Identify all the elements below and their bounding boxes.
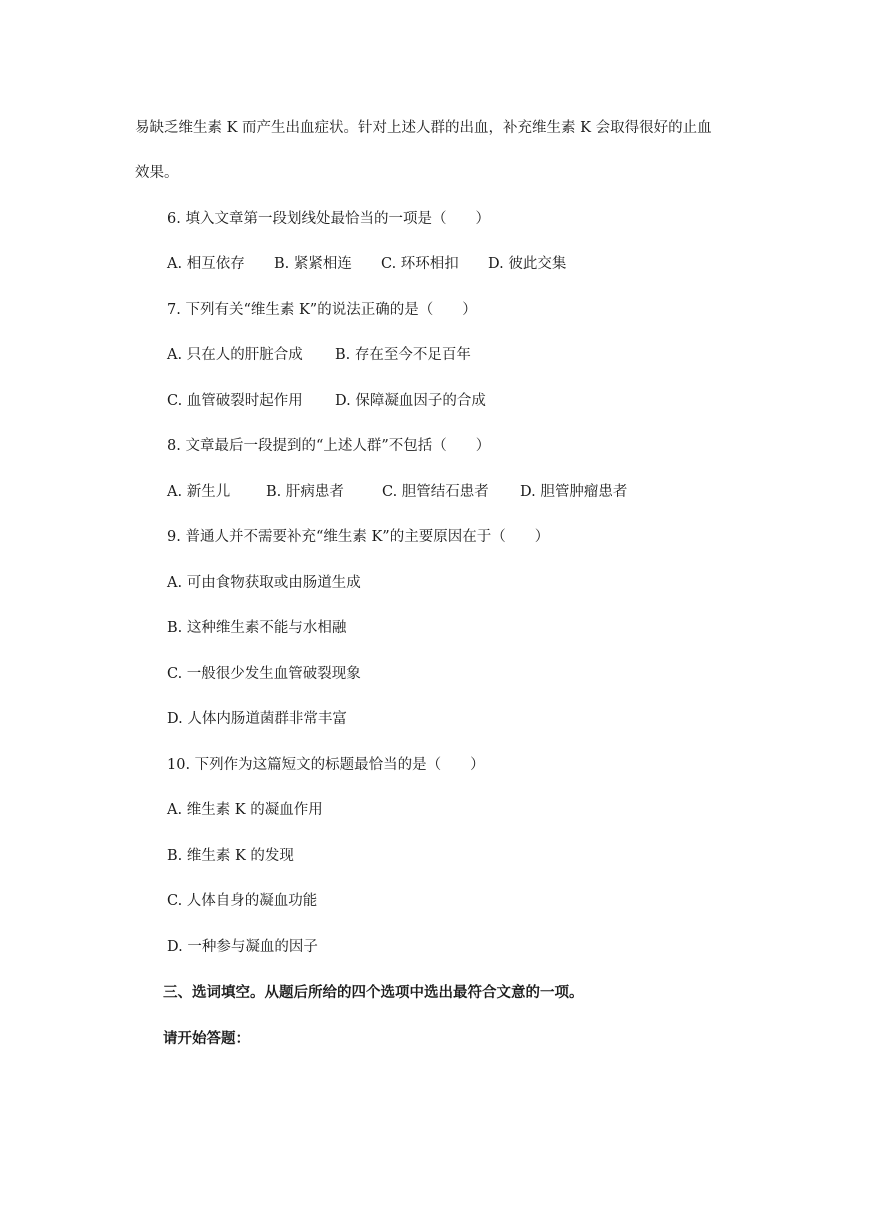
question-10-option-b: B. 维生素 K 的发现 bbox=[167, 848, 294, 864]
question-10-stem: 10. 下列作为这篇短文的标题最恰当的是（ ） bbox=[167, 757, 485, 773]
question-8-stem: 8. 文章最后一段提到的“上述人群”不包括（ ） bbox=[167, 438, 491, 454]
question-7-stem: 7. 下列有关“维生素 K”的说法正确的是（ ） bbox=[167, 302, 477, 318]
question-9-option-c: C. 一般很少发生血管破裂现象 bbox=[167, 666, 361, 682]
question-6-option-d: D. 彼此交集 bbox=[488, 256, 567, 272]
question-10-option-c: C. 人体自身的凝血功能 bbox=[167, 893, 318, 909]
question-7-option-c: C. 血管破裂时起作用 bbox=[167, 393, 303, 409]
question-6-option-a: A. 相互依存 bbox=[167, 256, 245, 272]
question-10-option-d: D. 一种参与凝血的因子 bbox=[167, 939, 318, 955]
question-8-option-a: A. 新生儿 bbox=[167, 484, 231, 500]
section-heading: 三、选词填空。从题后所给的四个选项中选出最符合文意的一项。 bbox=[163, 985, 584, 1001]
question-9-option-d: D. 人体内肠道菌群非常丰富 bbox=[167, 711, 347, 727]
question-7-option-d: D. 保障凝血因子的合成 bbox=[335, 393, 486, 409]
passage-line-2: 效果。 bbox=[135, 165, 179, 181]
question-6-option-b: B. 紧紧相连 bbox=[274, 256, 352, 272]
question-9-option-b: B. 这种维生素不能与水相融 bbox=[167, 620, 347, 636]
question-6-stem: 6. 填入文章第一段划线处最恰当的一项是（ ） bbox=[167, 211, 490, 227]
question-7-option-b: B. 存在至今不足百年 bbox=[335, 347, 471, 363]
passage-line-1: 易缺乏维生素 K 而产生出血症状。针对上述人群的出血，补充维生素 K 会取得很好的止血 bbox=[135, 120, 712, 136]
question-8-option-d: D. 胆管肿瘤患者 bbox=[520, 484, 628, 500]
question-10-option-a: A. 维生素 K 的凝血作用 bbox=[167, 802, 323, 818]
section-prompt: 请开始答题： bbox=[163, 1031, 250, 1047]
question-9-stem: 9. 普通人并不需要补充“维生素 K”的主要原因在于（ ） bbox=[167, 529, 550, 545]
question-8-option-c: C. 胆管结石患者 bbox=[382, 484, 489, 500]
question-9-option-a: A. 可由食物获取或由肠道生成 bbox=[167, 575, 361, 591]
question-6-option-c: C. 环环相扣 bbox=[381, 256, 459, 272]
question-7-option-a: A. 只在人的肝脏合成 bbox=[167, 347, 303, 363]
question-8-option-b: B. 肝病患者 bbox=[266, 484, 344, 500]
